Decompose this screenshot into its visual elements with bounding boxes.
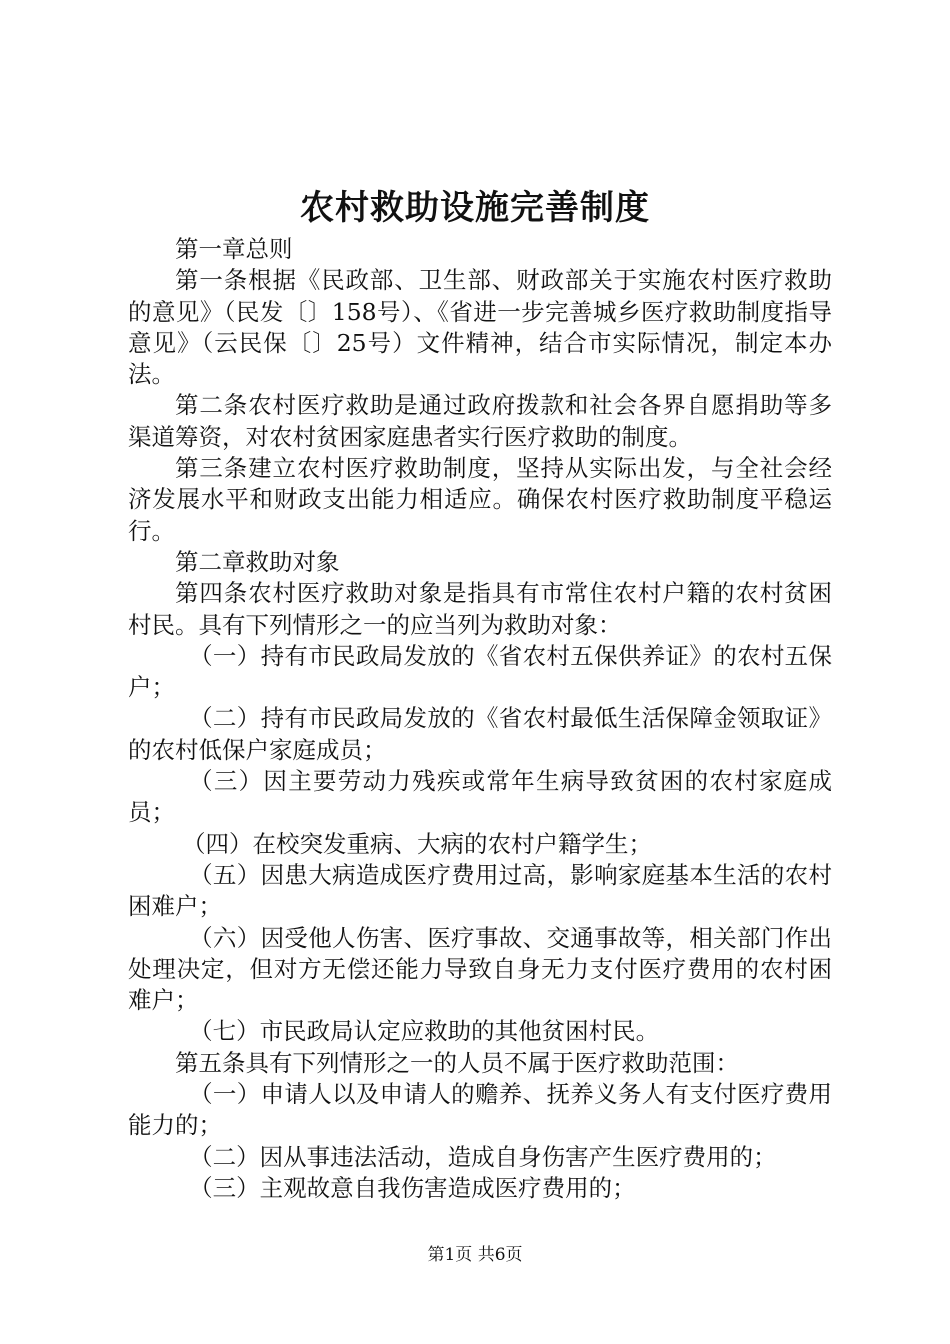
document-title: 农村救助设施完善制度 xyxy=(300,188,650,228)
list-item: （七）市民政局认定应救助的其他贫困村民。 xyxy=(189,1017,660,1046)
chapter-heading: 第一章总则 xyxy=(175,235,293,263)
list-item: （一）申请人以及申请人的赡养、抚养义务人有支付医疗费用能力的； xyxy=(128,1080,832,1140)
article-paragraph: 第三条建立农村医疗救助制度，坚持从实际出发，与全社会经济发展水平和财政支出能力相适应。确保农村医疗救助制度平稳运行。 xyxy=(128,454,832,545)
list-item: （三）主观故意自我伤害造成医疗费用的； xyxy=(189,1173,636,1202)
list-item: （一）持有市民政局发放的《省农村五保供养证》的农村五保户； xyxy=(128,641,832,702)
chapter-heading: 第二章救助对象 xyxy=(175,547,340,576)
article-paragraph: 第二条农村医疗救助是通过政府拨款和社会各界自愿捐助等多渠道筹资，对农村贫困家庭患者实行医疗救助的制度。 xyxy=(128,391,832,451)
document-body xyxy=(128,234,832,1204)
page-number-footer: 第1页 共6页 xyxy=(427,1245,523,1265)
list-item: （二）持有市民政局发放的《省农村最低生活保障金领取证》的农村低保户家庭成员； xyxy=(128,704,832,764)
list-item: （三）因主要劳动力残疾或常年生病导致贫困的农村家庭成员； xyxy=(128,767,832,827)
article-paragraph: 第四条农村医疗救助对象是指具有市常住农村户籍的农村贫困村民。具有下列情形之一的应当列为救助对象： xyxy=(128,579,832,639)
article-paragraph: 第五条具有下列情形之一的人员不属于医疗救助范围： xyxy=(175,1048,739,1077)
list-item: （二）因从事违法活动，造成自身伤害产生医疗费用的； xyxy=(189,1142,777,1171)
list-item: （四）在校突发重病、大病的农村户籍学生； xyxy=(182,829,653,858)
list-item: （六）因受他人伤害、医疗事故、交通事故等，相关部门作出处理决定，但对方无偿还能力导致自身无力支付医疗费用的农村困难户； xyxy=(128,923,832,1015)
article-paragraph: 第一条根据《民政部、卫生部、财政部关于实施农村医疗救助的意见》（民发〔〕158号）、《省进一步完善城乡医疗救助制度指导意见》（云民保〔〕25号）文件精神，结合市实际情况，制定本办法。 xyxy=(128,266,832,389)
list-item: （五）因患大病造成医疗费用过高，影响家庭基本生活的农村困难户； xyxy=(128,860,832,921)
